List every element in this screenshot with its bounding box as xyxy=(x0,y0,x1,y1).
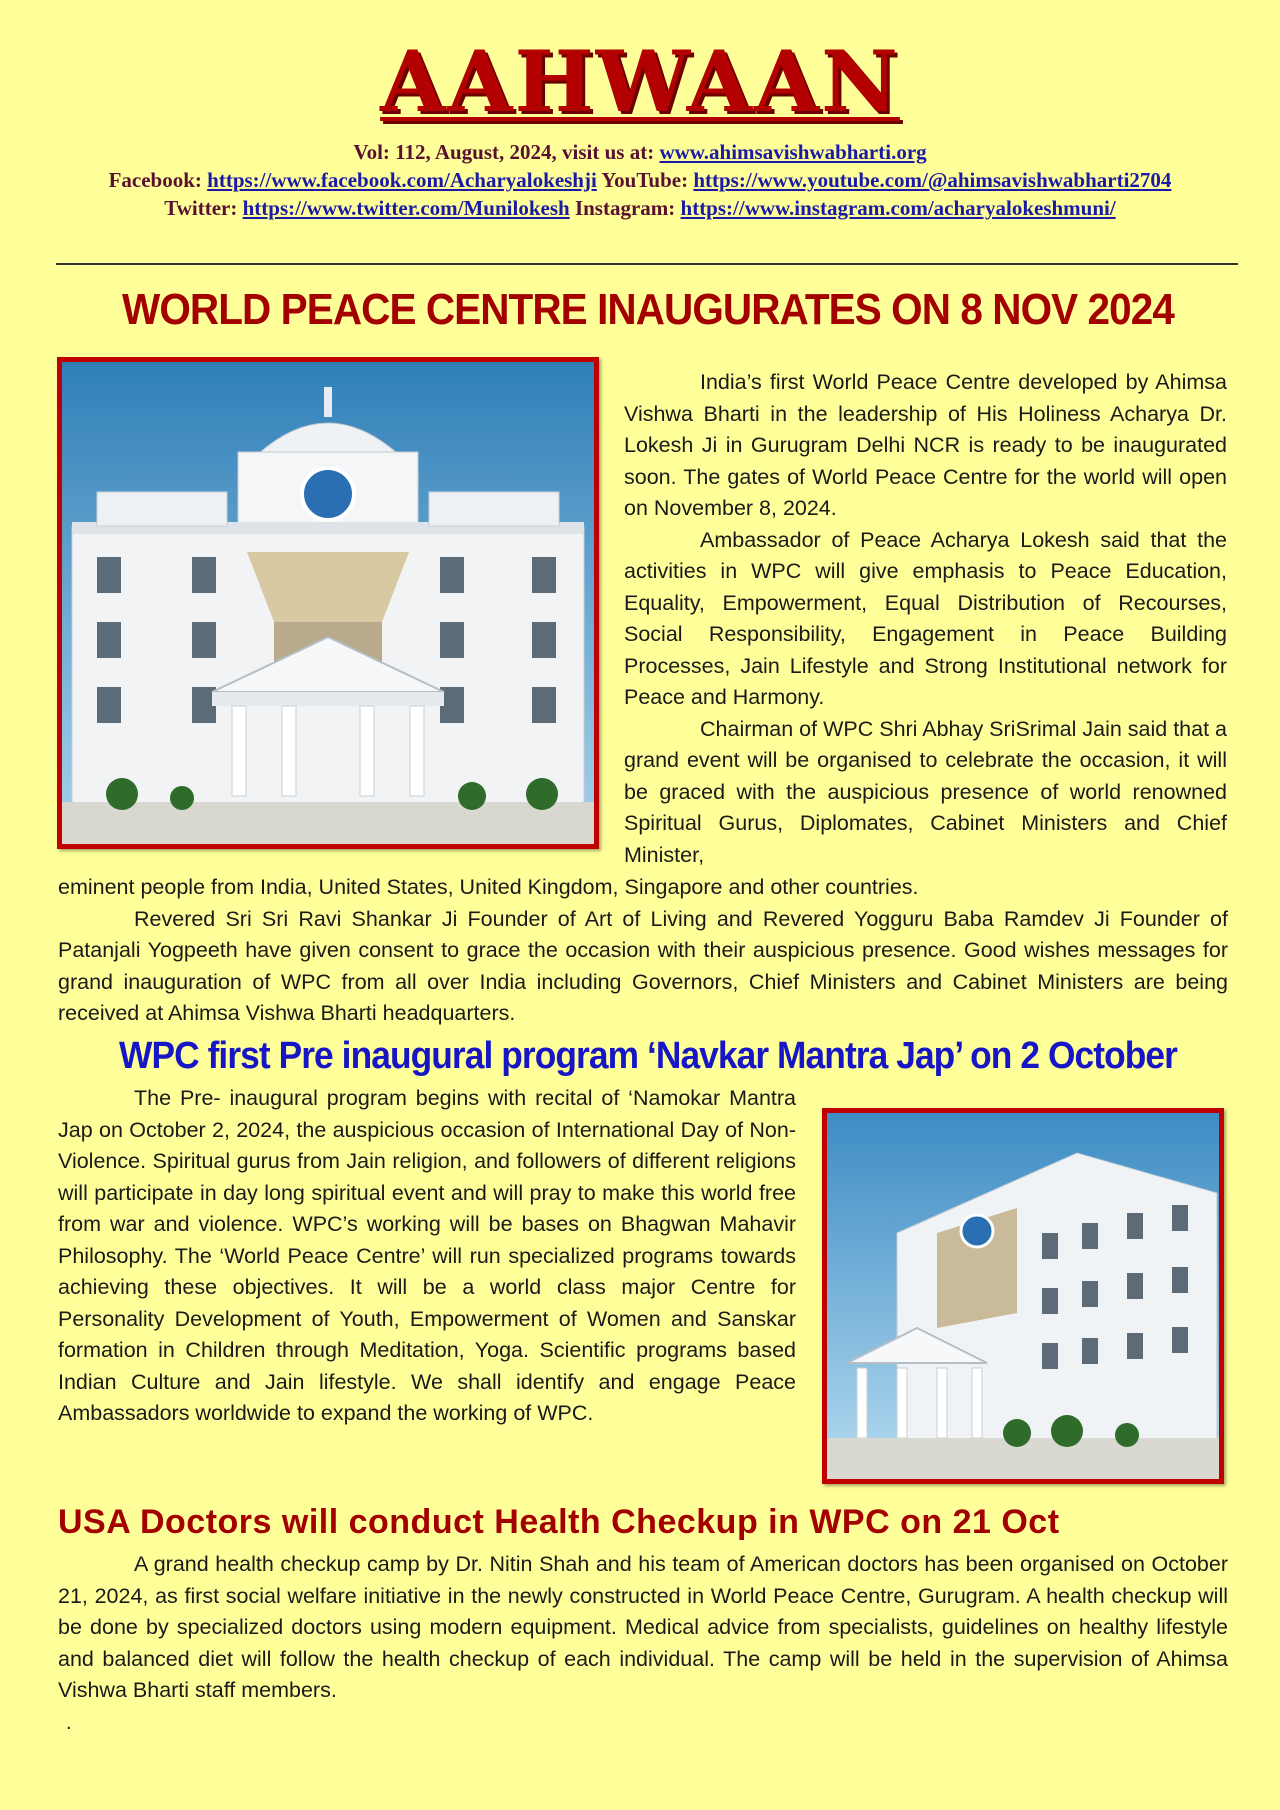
facebook-label: Facebook: xyxy=(108,168,208,192)
twitter-label: Twitter: xyxy=(164,196,243,220)
article-1-paragraph: Ambassador of Peace Acharya Lokesh said that the activities in WPC will give emphasis to Peace Education, Equality, Empowerment, Equal Distribution of Recourses, Social Responsibility, Engagement in Peace Building Processes, Jain Lifestyle and Strong Institutional network for Peace and Harmony. xyxy=(624,527,1227,709)
issue-info-text: Vol: 112, August, 2024, visit us at: xyxy=(353,140,660,164)
newsletter-title: AAHWAAN xyxy=(380,32,900,131)
world-peace-centre-photo-front xyxy=(57,357,599,849)
footer-mark: . xyxy=(66,1712,72,1734)
article-1-paragraph: India’s first World Peace Centre developed by Ahimsa Vishwa Bharti in the leadership of His Holiness Acharya Dr. Lokesh Ji in Gurugram Delhi NCR is ready to be inaugurated soon. The gates of World Peace Centre for the world will open on November 8, 2024. xyxy=(624,370,1227,520)
website-link[interactable]: www.ahimsavishwabharti.org xyxy=(659,140,927,164)
article-3-headline: USA Doctors will conduct Health Checkup in WPC on 21 Oct xyxy=(58,1503,1060,1541)
article-3-paragraph: A grand health checkup camp by Dr. Nitin Shah and his team of American doctors has been organised on October 21, 2024, as first social welfare initiative in the newly constructed in World Peace Centre, Gurugram. A health checkup will be done by specialized doctors using modern equipment. Medical advice from specialists, guidelines on healthy lifestyle and balanced diet will follow the health checkup of each individual. The camp will be held in the supervision of Ahimsa Vishwa Bharti staff members. xyxy=(58,1552,1228,1702)
article-1-paragraph: Chairman of WPC Shri Abhay SriSrimal Jain said that a grand event will be organised to celebrate the occasion, it will be graced with the auspicious presence of world renowned Spiritual Gurus, Diplomates, Cabinet Ministers and Chief Minister, xyxy=(624,716,1227,867)
article-3-body xyxy=(58,1549,1228,1707)
issue-info-line xyxy=(0,138,1280,166)
article-2-body xyxy=(58,1083,796,1430)
article-1-paragraph: eminent people from India, United States, United Kingdom, Singapore and other countries. xyxy=(58,875,919,899)
youtube-label: YouTube: xyxy=(596,168,694,192)
social-links-line-2 xyxy=(0,194,1280,222)
twitter-link[interactable]: https://www.twitter.com/Munilokesh xyxy=(242,196,570,220)
facebook-link[interactable]: https://www.facebook.com/Acharyalokeshji xyxy=(207,168,597,192)
article-1-body-continued xyxy=(58,872,1228,1030)
divider xyxy=(56,263,1238,265)
instagram-link[interactable]: https://www.instagram.com/acharyalokeshmuni/ xyxy=(680,196,1116,220)
masthead xyxy=(0,0,1280,222)
instagram-label: Instagram: xyxy=(569,196,681,220)
social-links-line-1 xyxy=(0,166,1280,194)
article-2-headline: WPC first Pre inaugural program ‘Navkar Mantra Jap’ on 2 October xyxy=(119,1035,1177,1077)
youtube-link[interactable]: https://www.youtube.com/@ahimsavishwabharti2704 xyxy=(693,168,1172,192)
article-1-paragraph: Revered Sri Sri Ravi Shankar Ji Founder of Art of Living and Revered Yogguru Baba Ramdev Ji Founder of Patanjali Yogpeeth have given consent to grace the occasion with their auspicious presence. Good wishes messages for grand inauguration of WPC from all over India including Governors, Chief Ministers and Cabinet Ministers are being received at Ahimsa Vishwa Bharti headquarters. xyxy=(58,906,1228,1025)
article-1-headline: WORLD PEACE CENTRE INAUGURATES ON 8 NOV 2024 xyxy=(122,285,1174,334)
world-peace-centre-photo-angle xyxy=(822,1108,1224,1484)
article-2-paragraph: The Pre- inaugural program begins with recital of ‘Namokar Mantra Jap on October 2, 2024, the auspicious occasion of International Day of Non- Violence. Spiritual gurus from Jain religion, and followers of different religions will participate in day long spiritual event and will pray to make this world free from war and violence. WPC’s working will be bases on Bhagwan Mahavir Philosophy. The ‘World Peace Centre’ will run specialized programs towards achieving these objectives. It will be a world class major Centre for Personality Development of Youth, Empowerment of Women and Sanskar formation in Children through Meditation, Yoga. Scientific programs based Indian Culture and Jain lifestyle. We shall identify and engage Peace Ambassadors worldwide to expand the working of WPC. xyxy=(58,1086,796,1425)
article-1-body xyxy=(624,367,1227,871)
